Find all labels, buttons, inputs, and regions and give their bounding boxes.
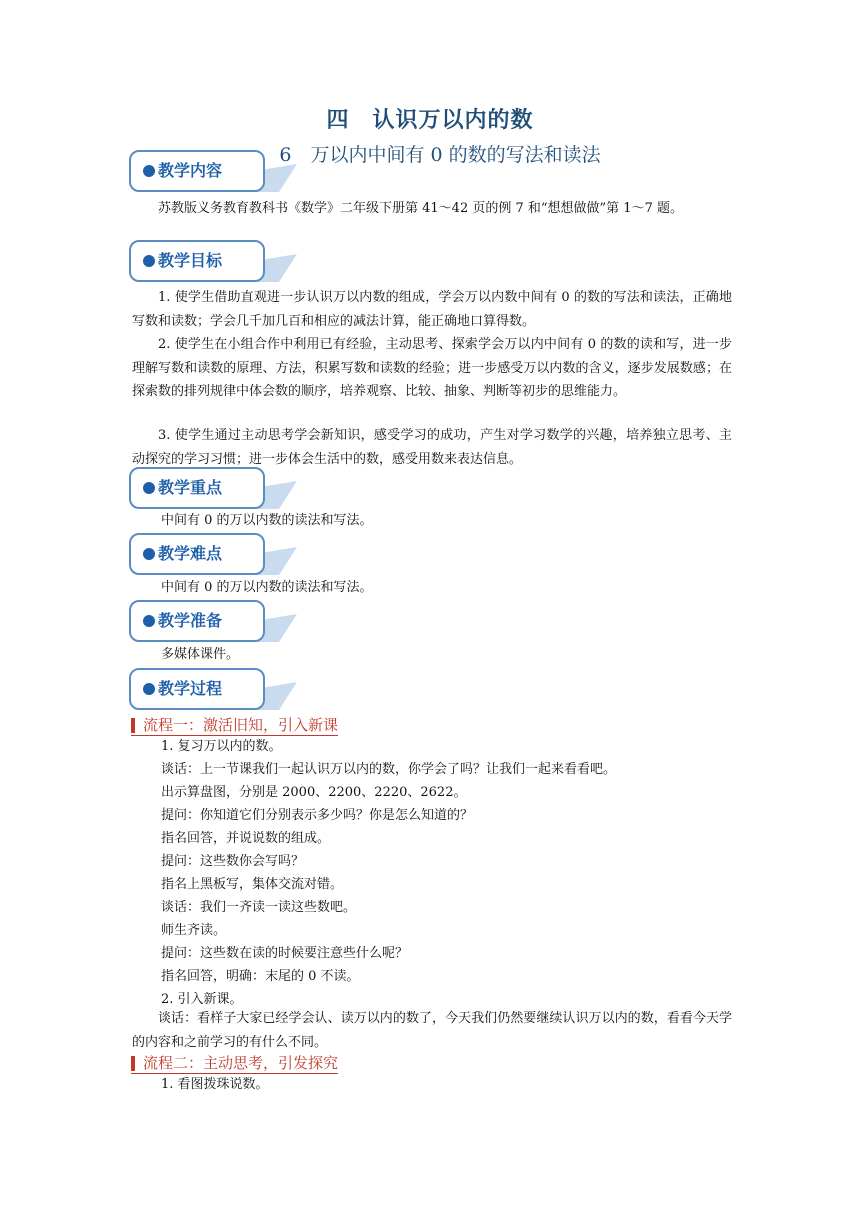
bullet-dot-icon [143, 165, 155, 177]
bullet-dot-icon [143, 548, 155, 560]
bullet-dot-icon [143, 482, 155, 494]
flow1-line: 师生齐读。 [161, 923, 227, 938]
flow-marker-icon [131, 1056, 135, 1071]
flow1-heading [131, 716, 338, 736]
section-label: 教学内容 [158, 161, 223, 180]
flow1-line: 谈话：我们一齐读一读这些数吧。 [161, 900, 357, 915]
section-header-content [129, 150, 299, 194]
bullet-dot-icon [143, 255, 155, 267]
flow1-line: 指名上黑板写，集体交流对错。 [161, 877, 344, 892]
section-header-prep [129, 600, 299, 644]
section-label: 教学重点 [158, 478, 223, 497]
flow1-closing: 谈话：看样子大家已经学会认、读万以内的数了，今天我们仍然要继续认识万以内的数，看看今天学的内容和之前学习的有什么不同。 [132, 1011, 732, 1050]
bullet-dot-icon [143, 615, 155, 627]
section-label: 教学难点 [158, 544, 223, 563]
flow1-line: 谈话：上一节课我们一起认识万以内的数，你学会了吗？让我们一起来看看吧。 [161, 762, 617, 777]
goal-item-3: 3. 使学生通过主动思考学会新知识，感受学习的成功，产生对学习数学的兴趣，培养独立思考、主动探究的学习习惯；进一步体会生活中的数，感受用数来表达信息。 [132, 428, 732, 467]
key-text: 中间有 0 的万以内数的读法和写法。 [161, 513, 373, 528]
flow1-line: 指名回答，明确：末尾的 0 不读。 [161, 969, 360, 984]
section-header-process [129, 668, 299, 712]
goal-item-2: 2. 使学生在小组合作中利用已有经验，主动思考、探索学会万以内中间有 0 的数的读和写，进一步理解写数和读数的原理、方法，积累写数和读数的经验；进一步感受万以内数的含义，逐步发展数感；在探索数的排列规律中体会数的顺序，培养观察、比较、抽象、判断等初步的思维能力。 [132, 337, 732, 399]
content-paragraph: 苏教版义务教育教科书《数学》二年级下册第 41～42 页的例 7 和“想想做做”第 1～7 题。 [158, 201, 683, 216]
difficulty-text: 中间有 0 的万以内数的读法和写法。 [161, 580, 373, 595]
bullet-dot-icon [143, 683, 155, 695]
section-header-key [129, 467, 299, 511]
flow1-line: 出示算盘图，分别是 2000、2200、2220、2622。 [161, 785, 467, 800]
flow1-line: 提问：这些数你会写吗？ [161, 854, 305, 869]
flow1-line: 提问：这些数在读的时候要注意些什么呢？ [161, 946, 409, 961]
section-label: 教学目标 [158, 251, 223, 270]
flow2-line: 1. 看图拨珠说数。 [161, 1077, 269, 1092]
section-label: 教学过程 [158, 679, 223, 698]
lesson-title: 6 万以内中间有 0 的数的写法和读法 [279, 144, 601, 166]
flow1-title: 流程一：激活旧知，引入新课 [143, 716, 339, 734]
flow1-line: 指名回答，并说说数的组成。 [161, 831, 331, 846]
flow1-line: 1. 复习万以内的数。 [161, 739, 282, 754]
unit-title: 四 认识万以内的数 [326, 108, 534, 133]
flow2-heading [131, 1054, 338, 1074]
section-header-difficulty [129, 533, 299, 577]
flow1-line: 提问：你知道它们分别表示多少吗？你是怎么知道的？ [161, 808, 474, 823]
prep-text: 多媒体课件。 [161, 647, 240, 662]
section-header-goals [129, 240, 299, 284]
goal-item-1: 1. 使学生借助直观进一步认识万以内数的组成，学会万以内数中间有 0 的数的写法和读法，正确地写数和读数；学会几千加几百和相应的减法计算，能正确地口算得数。 [132, 290, 732, 329]
flow2-title: 流程二：主动思考，引发探究 [143, 1054, 339, 1072]
section-label: 教学准备 [158, 611, 223, 630]
flow-marker-icon [131, 718, 135, 733]
flow1-line: 2. 引入新课。 [161, 992, 243, 1007]
